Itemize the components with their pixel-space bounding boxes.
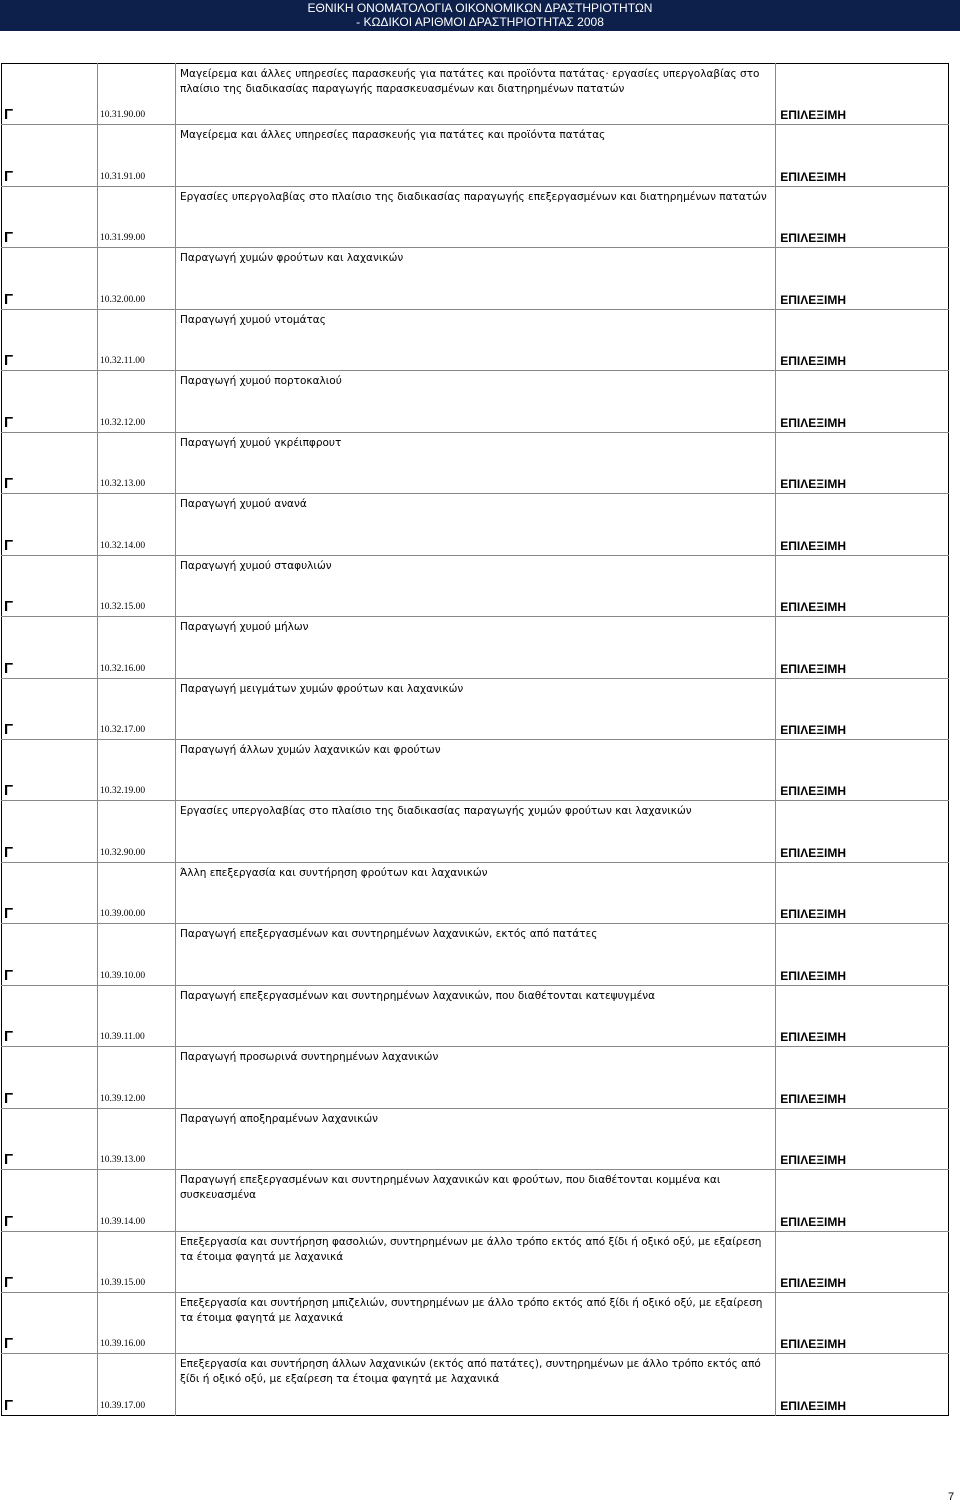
row-divider: [1, 247, 949, 248]
activity-code: 10.39.10.00: [100, 970, 146, 981]
row-divider: [1, 309, 949, 310]
section-letter: Γ: [4, 843, 14, 861]
section-letter: Γ: [4, 475, 14, 493]
activity-code: 10.39.12.00: [100, 1093, 146, 1104]
eligibility-status: ΕΠΙΛΕΞΙΜΗ: [780, 292, 846, 307]
header-title-line2: - ΚΩΔΙΚΟΙ ΑΡΙΘΜΟΙ ΔΡΑΣΤΗΡΙΟΤΗΤΑΣ 2008: [356, 15, 604, 29]
row-divider: [1, 493, 949, 494]
eligibility-status: ΕΠΙΛΕΞΙΜΗ: [780, 354, 846, 369]
activity-code: 10.39.15.00: [100, 1278, 146, 1288]
eligibility-status: ΕΠΙΛΕΞΙΜΗ: [780, 1398, 846, 1413]
row-divider: [1, 1292, 949, 1293]
activity-code: 10.32.11.00: [100, 356, 145, 367]
section-letter: Γ: [4, 659, 14, 677]
section-letter: Γ: [4, 1396, 14, 1414]
activity-description: Παραγωγή προσωρινά συντηρημένων λαχανικών: [180, 1051, 439, 1064]
row-divider: [1, 1046, 949, 1047]
row-divider: [1, 678, 949, 679]
section-letter: Γ: [4, 1028, 14, 1046]
activity-code: 10.39.00.00: [100, 909, 146, 920]
row-divider: [1, 985, 949, 986]
activity-description: Εργασίες υπεργολαβίας στο πλαίσιο της διαδικασίας παραγωγής επεξεργασμένων και διατηρημένων πατατών: [180, 190, 767, 203]
row-divider: [1, 739, 949, 740]
section-letter: Γ: [4, 1089, 14, 1107]
eligibility-status: ΕΠΙΛΕΞΙΜΗ: [780, 1276, 846, 1290]
row-divider: [1, 923, 949, 924]
activity-code: 10.32.17.00: [100, 724, 146, 735]
row-divider: [1, 800, 949, 801]
eligibility-status: ΕΠΙΛΕΞΙΜΗ: [780, 968, 846, 983]
activity-description: Παραγωγή αποξηραμένων λαχανικών: [180, 1112, 378, 1125]
activity-code: 10.32.15.00: [100, 602, 146, 613]
activity-code: 10.32.14.00: [100, 540, 146, 551]
eligibility-status: ΕΠΙΛΕΞΙΜΗ: [780, 1214, 846, 1229]
activity-code: 10.32.16.00: [100, 663, 146, 674]
section-letter: Γ: [4, 413, 14, 431]
activity-code: 10.31.99.00: [100, 233, 146, 244]
section-letter: Γ: [4, 290, 14, 308]
row-divider: [1, 862, 949, 863]
activity-description: Παραγωγή χυμού μήλων: [180, 621, 309, 634]
section-letter: Γ: [4, 1151, 14, 1169]
activity-code: 10.39.13.00: [100, 1155, 146, 1166]
activity-description: Μαγείρεμα και άλλες υπηρεσίες παρασκευής για πατάτες και προϊόντα πατάτας· εργασίες υπεργολαβίας στο πλαίσιο της διαδικασίας παραγωγής παρασκευασμένων και διατηρημένων πατατών: [180, 68, 760, 95]
activity-code: 10.31.91.00: [100, 171, 146, 182]
eligibility-status: ΕΠΙΛΕΞΙΜΗ: [780, 1337, 846, 1352]
row-divider: [1, 1231, 949, 1232]
row-divider: [1, 555, 949, 556]
eligibility-status: ΕΠΙΛΕΞΙΜΗ: [780, 845, 846, 860]
row-divider: [1, 124, 949, 125]
document-header: [0, 0, 960, 31]
activity-code: 10.32.12.00: [100, 417, 146, 428]
row-divider: [1, 1169, 949, 1170]
activity-code: 10.39.14.00: [100, 1216, 146, 1227]
eligibility-status: ΕΠΙΛΕΞΙΜΗ: [780, 231, 846, 246]
eligibility-status: ΕΠΙΛΕΞΙΜΗ: [780, 907, 846, 922]
activity-description: Μαγείρεμα και άλλες υπηρεσίες παρασκευής για πατάτες και προϊόντα πατάτας: [180, 129, 606, 142]
activity-description: Επεξεργασία και συντήρηση μπιζελιών, συντηρημένων με άλλο τρόπο εκτός από ξίδι ή οξικό οξύ, με εξαίρεση τα έτοιμα φαγητά με λαχανικά: [180, 1297, 763, 1324]
activity-description: Εργασίες υπεργολαβίας στο πλαίσιο της διαδικασίας παραγωγής χυμών φρούτων και λαχανικών: [180, 805, 692, 818]
section-letter: Γ: [4, 782, 14, 800]
eligibility-status: ΕΠΙΛΕΞΙΜΗ: [780, 661, 846, 676]
row-divider: [1, 370, 949, 371]
section-letter: Γ: [4, 229, 14, 247]
section-letter: Γ: [4, 536, 14, 554]
eligibility-status: ΕΠΙΛΕΞΙΜΗ: [780, 1153, 846, 1168]
activity-code: 10.39.17.00: [100, 1400, 146, 1411]
activity-description: Επεξεργασία και συντήρηση φασολιών, συντηρημένων με άλλο τρόπο εκτός από ξίδι ή οξικό οξύ, με εξαίρεση τα έτοιμα φαγητά με λαχανικά: [180, 1235, 762, 1263]
row-divider: [1, 186, 949, 187]
section-letter: Γ: [4, 106, 14, 124]
activity-code: 10.32.90.00: [100, 847, 146, 858]
eligibility-status: ΕΠΙΛΕΞΙΜΗ: [780, 538, 846, 553]
eligibility-status: ΕΠΙΛΕΞΙΜΗ: [780, 600, 846, 615]
eligibility-status: ΕΠΙΛΕΞΙΜΗ: [780, 169, 846, 184]
page-number: 7: [948, 1491, 955, 1503]
eligibility-status: ΕΠΙΛΕΞΙΜΗ: [780, 415, 846, 430]
activity-description: Επεξεργασία και συντήρηση άλλων λαχανικών (εκτός από πατάτες), συντηρημένων με άλλο τρόπο εκτός από ξίδι ή οξικό οξύ, με εξαίρεση τα έτοιμα φαγητά με λαχανικά: [180, 1358, 761, 1386]
eligibility-status: ΕΠΙΛΕΞΙΜΗ: [780, 1030, 846, 1045]
activity-description: Παραγωγή χυμού σταφυλιών: [180, 559, 332, 572]
section-letter: Γ: [4, 905, 14, 923]
activity-description: Παραγωγή επεξεργασμένων και συντηρημένων λαχανικών και φρούτων, που διαθέτονται κομμένα και συσκευασμένα: [180, 1174, 721, 1202]
activity-description: Παραγωγή χυμού ντομάτας: [180, 313, 326, 326]
activity-description: Παραγωγή άλλων χυμών λαχανικών και φρούτων: [180, 743, 441, 756]
row-divider: [1, 1353, 949, 1354]
eligibility-status: ΕΠΙΛΕΞΙΜΗ: [780, 784, 846, 799]
section-letter: Γ: [4, 598, 14, 616]
section-letter: Γ: [4, 352, 14, 370]
activity-code: 10.32.13.00: [100, 479, 146, 490]
activity-description: Παραγωγή επεξεργασμένων και συντηρημένων λαχανικών, εκτός από πατάτες: [180, 928, 598, 941]
activity-description: Παραγωγή χυμού πορτοκαλιού: [180, 375, 342, 388]
activity-code: 10.31.90.00: [100, 110, 146, 121]
section-letter: Γ: [4, 167, 14, 185]
section-letter: Γ: [4, 966, 14, 984]
activity-description: Άλλη επεξεργασία και συντήρηση φρούτων και λαχανικών: [180, 866, 488, 879]
section-letter: Γ: [4, 1212, 14, 1230]
row-divider: [1, 1108, 949, 1109]
header-title-line1: ΕΘΝΙΚΗ ΟΝΟΜΑΤΟΛΟΓΙΑ ΟΙΚΟΝΟΜΙΚΩΝ ΔΡΑΣΤΗΡΙΟΤΗΤΩΝ: [307, 1, 653, 15]
eligibility-status: ΕΠΙΛΕΞΙΜΗ: [780, 1091, 846, 1106]
eligibility-status: ΕΠΙΛΕΞΙΜΗ: [780, 108, 846, 123]
eligibility-status: ΕΠΙΛΕΞΙΜΗ: [780, 477, 846, 492]
activity-description: Παραγωγή μειγμάτων χυμών φρούτων και λαχανικών: [180, 682, 464, 695]
activity-description: Παραγωγή χυμού γκρέιπφρουτ: [180, 436, 342, 449]
activity-code: 10.32.00.00: [100, 294, 146, 305]
section-letter: Γ: [4, 1274, 14, 1291]
row-divider: [1, 616, 949, 617]
activity-code: 10.39.16.00: [100, 1339, 146, 1350]
row-divider: [1, 432, 949, 433]
activity-code: 10.39.11.00: [100, 1032, 145, 1043]
activity-description: Παραγωγή επεξεργασμένων και συντηρημένων λαχανικών, που διαθέτονται κατεψυγμένα: [180, 989, 656, 1002]
activity-description: Παραγωγή χυμού ανανά: [180, 498, 307, 511]
eligibility-status: ΕΠΙΛΕΞΙΜΗ: [780, 722, 846, 737]
section-letter: Γ: [4, 1335, 14, 1353]
activity-code: 10.32.19.00: [100, 786, 146, 797]
activity-description: Παραγωγή χυμών φρούτων και λαχανικών: [180, 252, 404, 265]
section-letter: Γ: [4, 720, 14, 738]
